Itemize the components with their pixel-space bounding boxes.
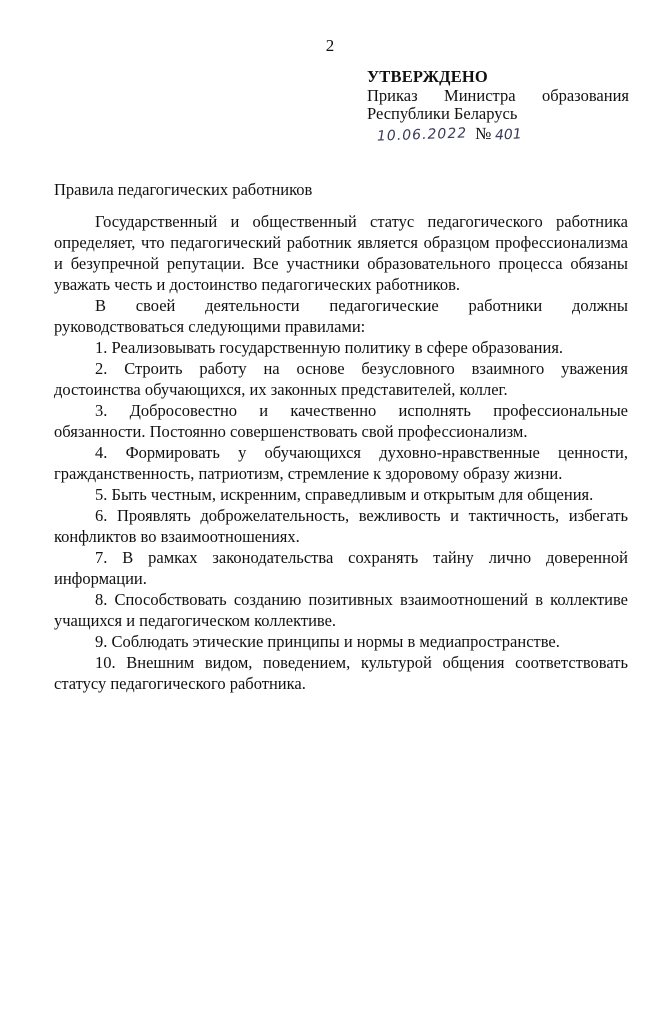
approval-heading: УТВЕРЖДЕНО bbox=[367, 67, 488, 86]
rule-item-8: 8. Способствовать созданию позитивных взаимоотношений в коллективе учащихся и педагогическом коллективе. bbox=[54, 590, 628, 630]
rule-item-3: 3. Добросовестно и качественно исполнять профессиональные обязанности. Постоянно совершенствовать свой профессионализм. bbox=[54, 401, 628, 441]
document-title: Правила педагогических работников bbox=[54, 180, 313, 199]
rule-item-2: 2. Строить работу на основе безусловного взаимного уважения достоинства обучающихся, их законных представителей, коллег. bbox=[54, 359, 628, 399]
approval-stamp bbox=[367, 68, 629, 144]
paragraph-lead-in: В своей деятельности педагогические работники должны руководствоваться следующими правилами: bbox=[54, 296, 628, 336]
approval-republic-line: Республики Беларусь bbox=[367, 104, 518, 123]
approval-date-row bbox=[367, 125, 629, 145]
rule-item-4: 4. Формировать у обучающихся духовно-нравственные ценности, гражданственность, патриотизм, стремление к здоровому образу жизни. bbox=[54, 443, 628, 483]
rule-item-9: 9. Соблюдать этические принципы и нормы в медиапространстве. bbox=[95, 632, 560, 651]
rule-item-6: 6. Проявлять доброжелательность, вежливость и тактичность, избегать конфликтов во взаимоотношениях. bbox=[54, 506, 628, 546]
document-body bbox=[54, 211, 628, 694]
rule-item-1: 1. Реализовывать государственную политику в сфере образования. bbox=[95, 338, 564, 357]
handwritten-order-number: 401 bbox=[494, 125, 523, 144]
handwritten-date: 10.06.2022 bbox=[376, 124, 468, 145]
paragraph-intro: Государственный и общественный статус педагогического работника определяет, что педагогический работник является образцом профессионализма и безупречной репутации. Все участники образовательного процесса обязаны уважать честь и достоинство педагогических работников. bbox=[54, 212, 628, 294]
rule-item-7: 7. В рамках законодательства сохранять тайну лично доверенной информации. bbox=[54, 548, 628, 588]
approval-order-line: Приказ Министра образования bbox=[367, 85, 629, 105]
rule-item-10: 10. Внешним видом, поведением, культурой общения соответствовать статусу педагогического работника. bbox=[54, 653, 628, 693]
number-sign: № bbox=[475, 123, 492, 143]
page-number: 2 bbox=[325, 36, 335, 55]
rule-item-5: 5. Быть честным, искренним, справедливым и открытым для общения. bbox=[95, 485, 594, 504]
